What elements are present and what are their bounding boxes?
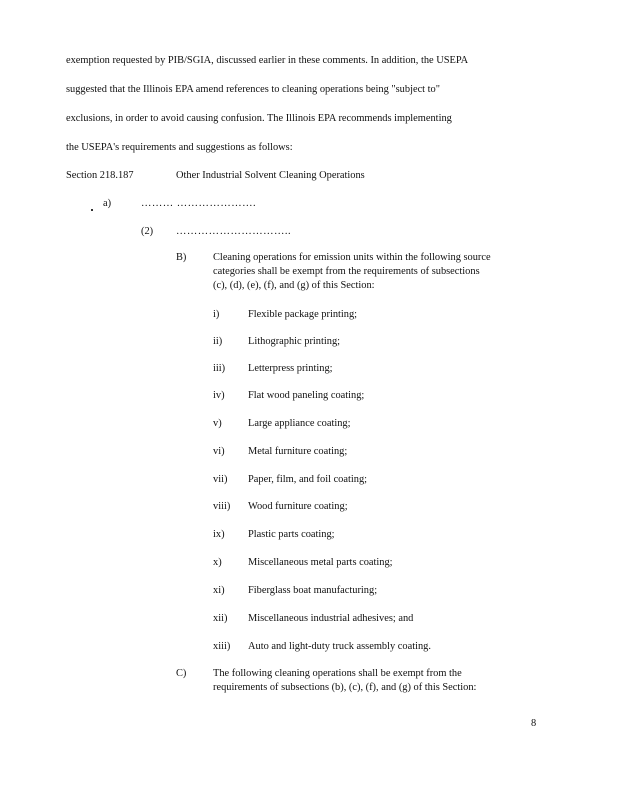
list-item-text: Flat wood paneling coating; bbox=[248, 390, 365, 401]
list-item-number: xii) bbox=[213, 613, 228, 624]
list-item-number: iii) bbox=[213, 363, 226, 374]
section-number: Section 218.187 bbox=[66, 170, 134, 181]
subsection-a-ellipsis: ……… …………………. bbox=[141, 198, 257, 209]
paragraph-2-label: (2) bbox=[141, 226, 154, 237]
list-item-text: Wood furniture coating; bbox=[248, 501, 348, 512]
list-item-number: ix) bbox=[213, 529, 225, 540]
stray-mark bbox=[91, 209, 93, 211]
list-item-number: xi) bbox=[213, 585, 225, 596]
page-number: 8 bbox=[531, 718, 537, 729]
intro-line: exemption requested by PIB/SGIA, discussed earlier in these comments. In addition, the USEPA bbox=[66, 55, 469, 66]
paragraph-b-line: categories shall be exempt from the requirements of subsections bbox=[213, 266, 480, 277]
paragraph-c-line: requirements of subsections (b), (c), (f), and (g) of this Section: bbox=[213, 682, 477, 693]
list-item-text: Large appliance coating; bbox=[248, 418, 351, 429]
list-item-text: Miscellaneous industrial adhesives; and bbox=[248, 613, 414, 624]
paragraph-c-label: C) bbox=[176, 668, 187, 679]
paragraph-b-line: Cleaning operations for emission units within the following source bbox=[213, 252, 491, 263]
paragraph-2-ellipsis: ………………………….. bbox=[176, 226, 292, 237]
list-item-number: viii) bbox=[213, 501, 231, 512]
list-item-number: i) bbox=[213, 309, 220, 320]
list-item-text: Paper, film, and foil coating; bbox=[248, 474, 368, 485]
list-item-text: Flexible package printing; bbox=[248, 309, 358, 320]
list-item-text: Miscellaneous metal parts coating; bbox=[248, 557, 393, 568]
paragraph-b-label: B) bbox=[176, 252, 187, 263]
list-item-text: Fiberglass boat manufacturing; bbox=[248, 585, 378, 596]
list-item-text: Plastic parts coating; bbox=[248, 529, 335, 540]
intro-line: the USEPA's requirements and suggestions as follows: bbox=[66, 142, 293, 153]
list-item-number: vi) bbox=[213, 446, 225, 457]
list-item-text: Lithographic printing; bbox=[248, 336, 341, 347]
list-item-number: iv) bbox=[213, 390, 225, 401]
list-item-text: Letterpress printing; bbox=[248, 363, 333, 374]
paragraph-b-line: (c), (d), (e), (f), and (g) of this Section: bbox=[213, 280, 375, 291]
intro-line: suggested that the Illinois EPA amend references to cleaning operations being "subject to" bbox=[66, 84, 440, 95]
list-item-number: xiii) bbox=[213, 641, 231, 652]
section-title: Other Industrial Solvent Cleaning Operations bbox=[176, 170, 365, 181]
list-item-text: Metal furniture coating; bbox=[248, 446, 348, 457]
list-item-number: ii) bbox=[213, 336, 223, 347]
paragraph-c-line: The following cleaning operations shall be exempt from the bbox=[213, 668, 462, 679]
list-item-number: vii) bbox=[213, 474, 228, 485]
intro-line: exclusions, in order to avoid causing confusion. The Illinois EPA recommends implementing bbox=[66, 113, 452, 124]
list-item-text: Auto and light-duty truck assembly coating. bbox=[248, 641, 431, 652]
subsection-a-label: a) bbox=[103, 198, 112, 209]
list-item-number: v) bbox=[213, 418, 222, 429]
list-item-number: x) bbox=[213, 557, 222, 568]
